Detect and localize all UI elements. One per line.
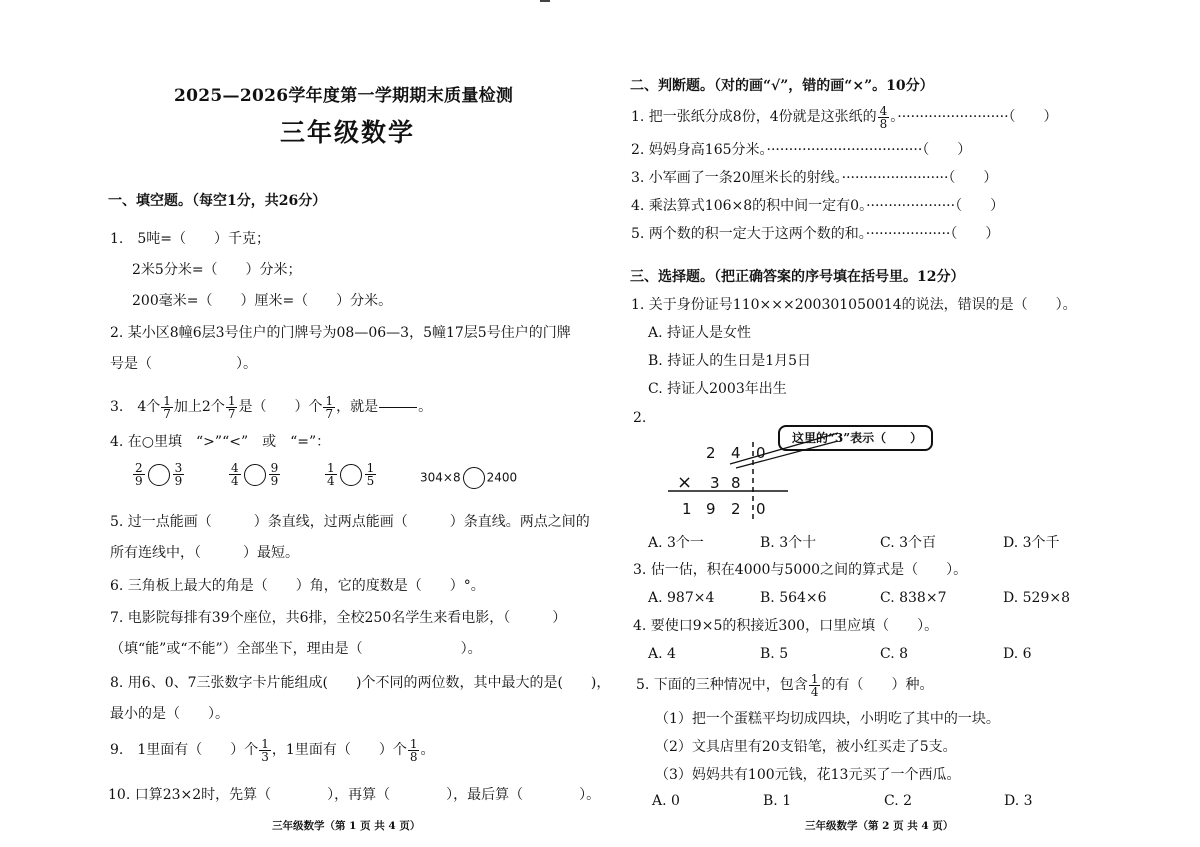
q3-text: 加上2个: [173, 399, 225, 415]
choice-4-option-d: D. 6: [1003, 646, 1032, 662]
choice-1-question: 1. 关于身份证号110×××200301050014的说法，错误的是（ ）。: [631, 297, 1077, 313]
choice-2-option-d: D. 3个千: [1003, 535, 1060, 551]
choice-3-option-a: A. 987×4: [648, 590, 715, 606]
section-1-heading: 一、填空题。（每空1分，共26分）: [108, 193, 327, 209]
section-3-heading: 三、选择题。（把正确答案的序号填在括号里。12分）: [630, 269, 965, 285]
fraction: $\frac{1}{7}$: [163, 393, 171, 421]
page-footer: 三年级数学（第 2 页 共 4 页）: [805, 820, 954, 832]
q1-line-3: 200毫米=（ ）厘米=（ ）分米。: [132, 293, 393, 309]
exam-subject: 三年级数学: [280, 118, 416, 147]
choice-2-option-a: A. 3个一: [648, 535, 704, 551]
choice-5-option-a: A. 0: [652, 793, 680, 809]
choice-5-statement-2: （2）文具店里有20支铅笔，被小红买走了5支。: [655, 739, 957, 755]
q2-line-1: 2. 某小区8幢6层3号住户的门牌号为08—06—3，5幢17层5号住户的门牌: [110, 325, 571, 341]
choice-5-statement-1: （1）把一个蛋糕平均切成四块，小明吃了其中的一块。: [655, 711, 1000, 727]
q7-line-2: （填“能”或“不能”）全部坐下，理由是（ ）。: [110, 641, 482, 657]
fraction: $\frac{1}{3}$: [261, 736, 269, 764]
q3-text: 是（ ）个: [238, 399, 323, 415]
digit: 9: [706, 500, 716, 518]
choice-5-statement-3: （3）妈妈共有100元钱，花13元买了一个西瓜。: [655, 767, 961, 783]
fraction: $\frac{4}{8}$: [879, 103, 888, 131]
fraction: $\frac{1}{4}$: [810, 671, 819, 699]
choice-3-option-c: C. 838×7: [880, 590, 947, 606]
choice-5-option-c: C. 2: [884, 793, 913, 809]
choice-4-option-b: B. 5: [760, 646, 789, 662]
q1-line-1: 1. 5吨=（ ）千克；: [110, 231, 270, 247]
exam-title: 2025—2026学年度第一学期期末质量检测: [174, 86, 514, 106]
q10: 10. 口算23×2时，先算（ ），再算（ ），最后算（ ）。: [108, 787, 601, 803]
q8-line-1: 8. 用6、0、7三张数字卡片能组成( )个不同的两位数，其中最大的是( )，: [110, 675, 611, 691]
q3: [110, 390, 432, 424]
choice-2-number: 2.: [633, 410, 647, 426]
digit: 8: [731, 474, 741, 492]
judge-1: 1. 把一张纸分成8份，4份就是这张纸的 $\frac{4}{8}$ 。·························（ ）: [631, 103, 1058, 131]
digit: 0: [756, 444, 766, 462]
judge-2: 2. 妈妈身高165分米。···································（ ）: [631, 142, 972, 158]
q3-text: 。: [418, 399, 433, 415]
compare-circle: [244, 464, 266, 486]
compare-circle: [463, 467, 485, 489]
callout-box: 这里的“3”表示（ ）: [778, 425, 933, 451]
page-footer: 三年级数学（第 1 页 共 4 页）: [272, 820, 421, 832]
digit: 2: [706, 444, 716, 462]
q8-line-2: 最小的是（ ）。: [110, 706, 229, 722]
choice-3-option-b: B. 564×6: [760, 590, 827, 606]
q3-text: ，就是: [336, 399, 379, 415]
q3-text: 3. 4个: [110, 399, 161, 415]
choice-1-option-a: A. 持证人是女性: [648, 325, 752, 341]
q4-compare-1: $\frac{2}{9}$ $\frac{3}{9}$: [135, 461, 183, 488]
digit: 4: [731, 444, 741, 462]
digit: 2: [731, 500, 741, 518]
compare-circle: [148, 464, 170, 486]
fraction: $\frac{1}{8}$: [409, 736, 418, 764]
choice-5-option-b: B. 1: [763, 793, 792, 809]
choice-5-option-d: D. 3: [1004, 793, 1033, 809]
choice-3-option-d: D. 529×8: [1003, 590, 1070, 606]
digit: 1: [682, 500, 692, 518]
q2-line-2: 号是（ ）。: [110, 356, 257, 372]
q7-line-1: 7. 电影院每排有39个座位，共6排，全校250名学生来看电影，（ ）: [110, 610, 567, 626]
q4-compare-2: $\frac{4}{4}$ $\frac{9}{9}$: [231, 461, 279, 488]
section-2-heading: 二、判断题。（对的画“√”，错的画“×”。10分）: [630, 78, 934, 94]
choice-1-option-b: B. 持证人的生日是1月5日: [648, 353, 812, 369]
q4-compare-4: 304×8 2400: [420, 467, 517, 489]
choice-3-question: 3. 估一估，积在4000与5000之间的算式是（ ）。: [633, 562, 968, 578]
fraction: $\frac{1}{7}$: [227, 393, 236, 421]
q5-line-2: 所有连线中，（ ）最短。: [110, 545, 299, 561]
judge-5: 5. 两个数的积一定大于这两个数的和。···················（ ）: [631, 226, 1000, 242]
blank-fraction: [379, 395, 417, 420]
q4-compare-3: $\frac{1}{4}$ $\frac{1}{5}$: [327, 461, 375, 488]
choice-4-option-c: C. 8: [880, 646, 909, 662]
choice-4-option-a: A. 4: [648, 646, 676, 662]
q1-line-2: 2米5分米=（ ）分米；: [132, 262, 302, 278]
times-sign: ×: [677, 472, 693, 493]
q9: 9. 1里面有（ ）个 $\frac{1}{3}$ ，1里面有（ ）个 $\frac{1}{8}$ 。: [110, 736, 435, 764]
choice-2-option-c: C. 3个百: [880, 535, 937, 551]
judge-4: 4. 乘法算式106×8的积中间一定有0。····················（ ）: [631, 198, 1005, 214]
digit: 3: [710, 474, 720, 492]
fraction: $\frac{1}{7}$: [325, 393, 334, 421]
compare-circle: [340, 464, 362, 486]
choice-1-option-c: C. 持证人2003年出生: [648, 381, 787, 397]
q5-line-1: 5. 过一点能画（ ）条直线，过两点能画（ ）条直线。两点之间的: [110, 514, 590, 530]
choice-4-question: 4. 要使口9×5的积接近300，口里应填（ ）。: [633, 618, 939, 634]
q6: 6. 三角板上最大的角是（ ）角，它的度数是（ ）°。: [110, 578, 485, 594]
choice-5-question: 5. 下面的三种情况中，包含 $\frac{1}{4}$ 的有（ ）种。: [636, 671, 934, 699]
q4-instruction: 4. 在○里填 “>”“<” 或 “=”：: [110, 434, 331, 450]
choice-2-option-b: B. 3个十: [760, 535, 817, 551]
digit: 0: [756, 500, 766, 518]
judge-3: 3. 小军画了一条20厘米长的射线。························（ ）: [631, 170, 998, 186]
